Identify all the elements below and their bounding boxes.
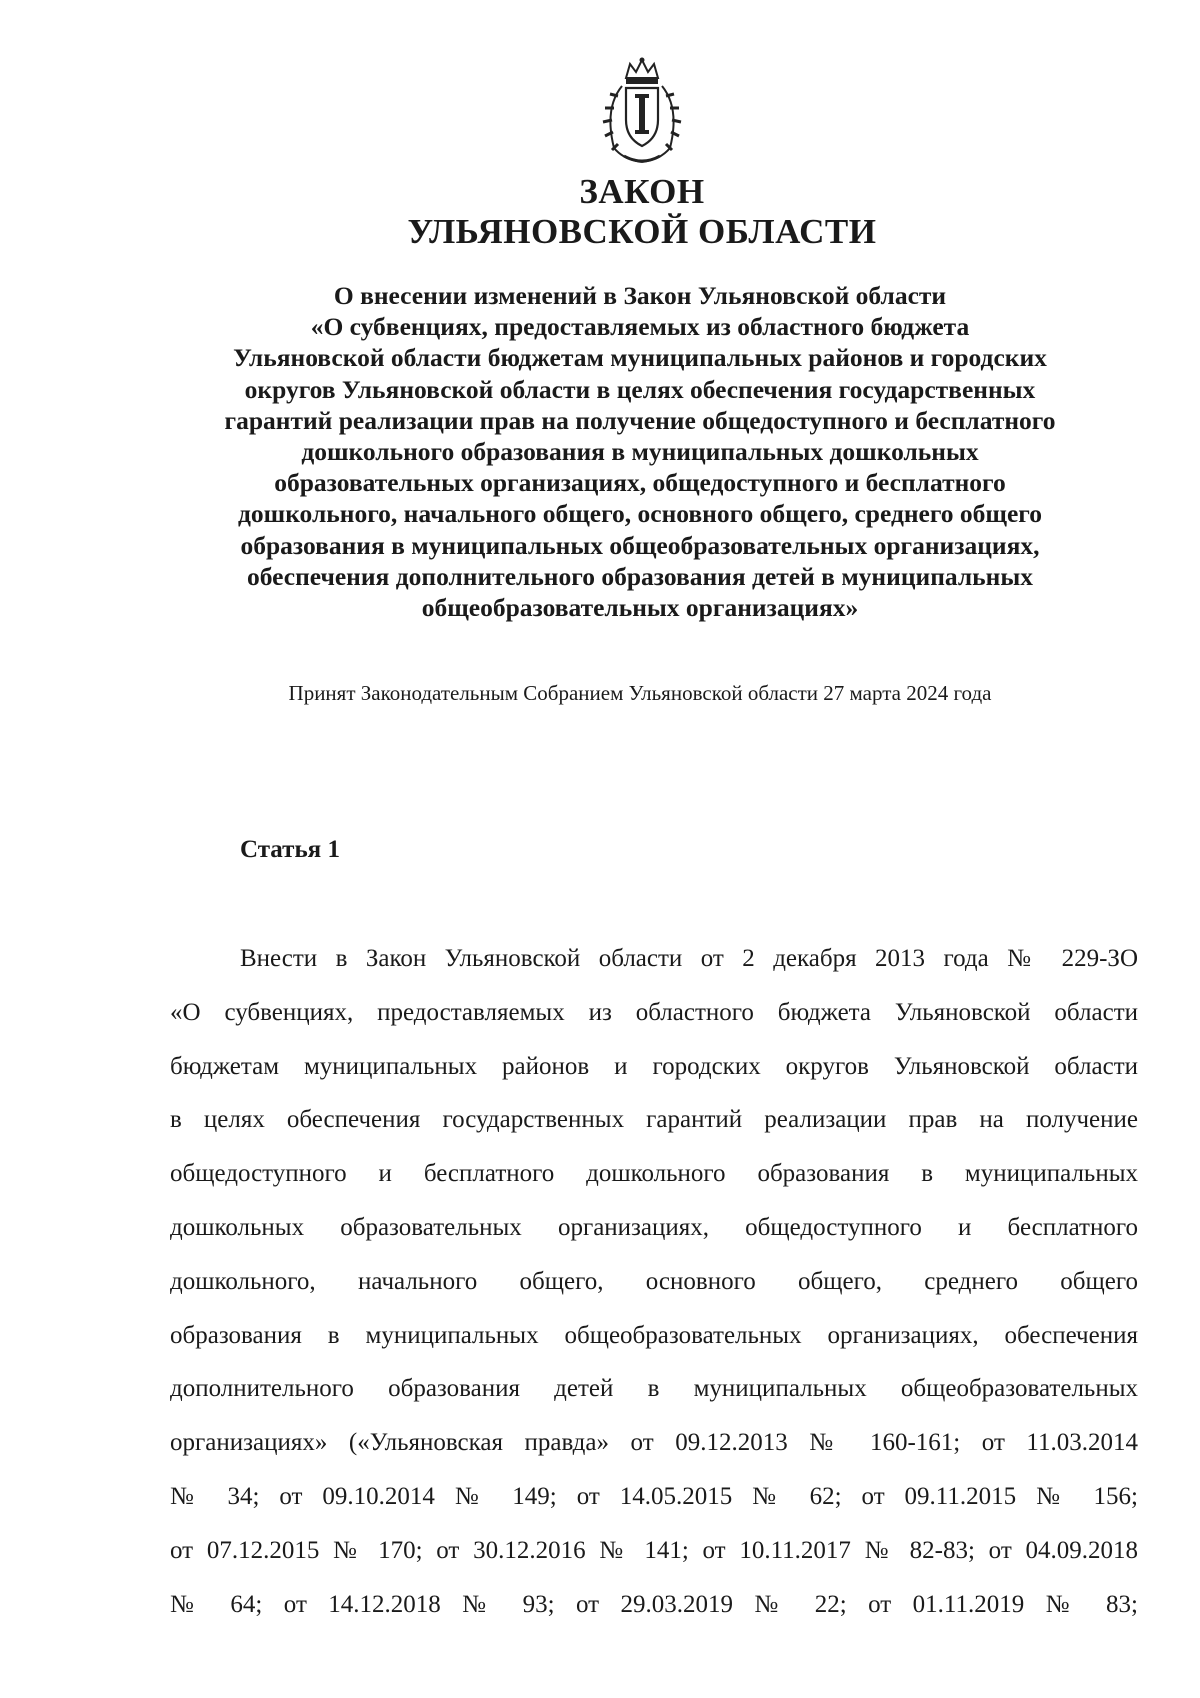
body-line: общедоступного и бесплатного дошкольного образования в муниципальных <box>170 1160 1138 1188</box>
body-line: в целях обеспечения государственных гарантий реализации прав на получение <box>170 1106 1138 1134</box>
body-line: дошкольных образовательных организациях, общедоступного и бесплатного <box>170 1213 1138 1241</box>
body-line: Внести в Закон Ульяновской области от 2 декабря 2013 года № 229-ЗО <box>240 945 1138 972</box>
subject-title-line: Ульяновской области бюджетам муниципальных районов и городских <box>233 343 1047 373</box>
law-subject-title <box>140 280 1140 623</box>
subject-title-line: общеобразовательных организациях» <box>421 593 859 623</box>
body-line: бюджетам муниципальных районов и городских округов Ульяновской области <box>170 1052 1138 1080</box>
article-body <box>170 932 1138 1631</box>
coat-of-arms-icon <box>596 56 688 168</box>
article-heading: Статья 1 <box>240 836 340 863</box>
body-line: № 34; от 09.10.2014 № 149; от 14.05.2015 № 62; от 09.11.2015 № 156; <box>170 1482 1138 1510</box>
subject-title-line: образования в муниципальных общеобразовательных организациях, <box>240 530 1040 560</box>
body-line: «О субвенциях, предоставляемых из областного бюджета Ульяновской области <box>170 998 1138 1026</box>
subject-title-line: образовательных организациях, общедоступного и бесплатного <box>274 468 1006 498</box>
law-title <box>0 172 1200 252</box>
body-line: организациях» («Ульяновская правда» от 09.12.2013 № 160-161; от 11.03.2014 <box>170 1429 1138 1457</box>
law-title-line: УЛЬЯНОВСКОЙ ОБЛАСТИ <box>407 212 877 251</box>
body-line: № 64; от 14.12.2018 № 93; от 29.03.2019 № 22; от 01.11.2019 № 83; <box>170 1590 1138 1618</box>
body-line: дополнительного образования детей в муниципальных общеобразовательных <box>170 1375 1138 1403</box>
subject-title-line: «О субвенциях, предоставляемых из областного бюджета <box>310 312 970 342</box>
subject-title-line: гарантий реализации прав на получение общедоступного и бесплатного <box>224 405 1056 435</box>
subject-title-line: О внесении изменений в Закон Ульяновской области <box>333 281 947 310</box>
adoption-statement: Принят Законодательным Собранием Ульяновской области 27 марта 2024 года <box>288 681 992 705</box>
subject-title-line: дошкольного, начального общего, основного общего, среднего общего <box>238 499 1042 529</box>
subject-title-line: округов Ульяновской области в целях обеспечения государственных <box>244 374 1036 404</box>
body-line: от 07.12.2015 № 170; от 30.12.2016 № 141; от 10.11.2017 № 82-83; от 04.09.2018 <box>170 1536 1138 1564</box>
body-line: дошкольного, начального общего, основного общего, среднего общего <box>170 1267 1138 1295</box>
body-line: образования в муниципальных общеобразовательных организациях, обеспечения <box>170 1321 1138 1349</box>
subject-title-line: обеспечения дополнительного образования детей в муниципальных <box>246 561 1034 591</box>
subject-title-line: дошкольного образования в муниципальных дошкольных <box>301 437 979 467</box>
law-title-line: ЗАКОН <box>579 172 705 211</box>
